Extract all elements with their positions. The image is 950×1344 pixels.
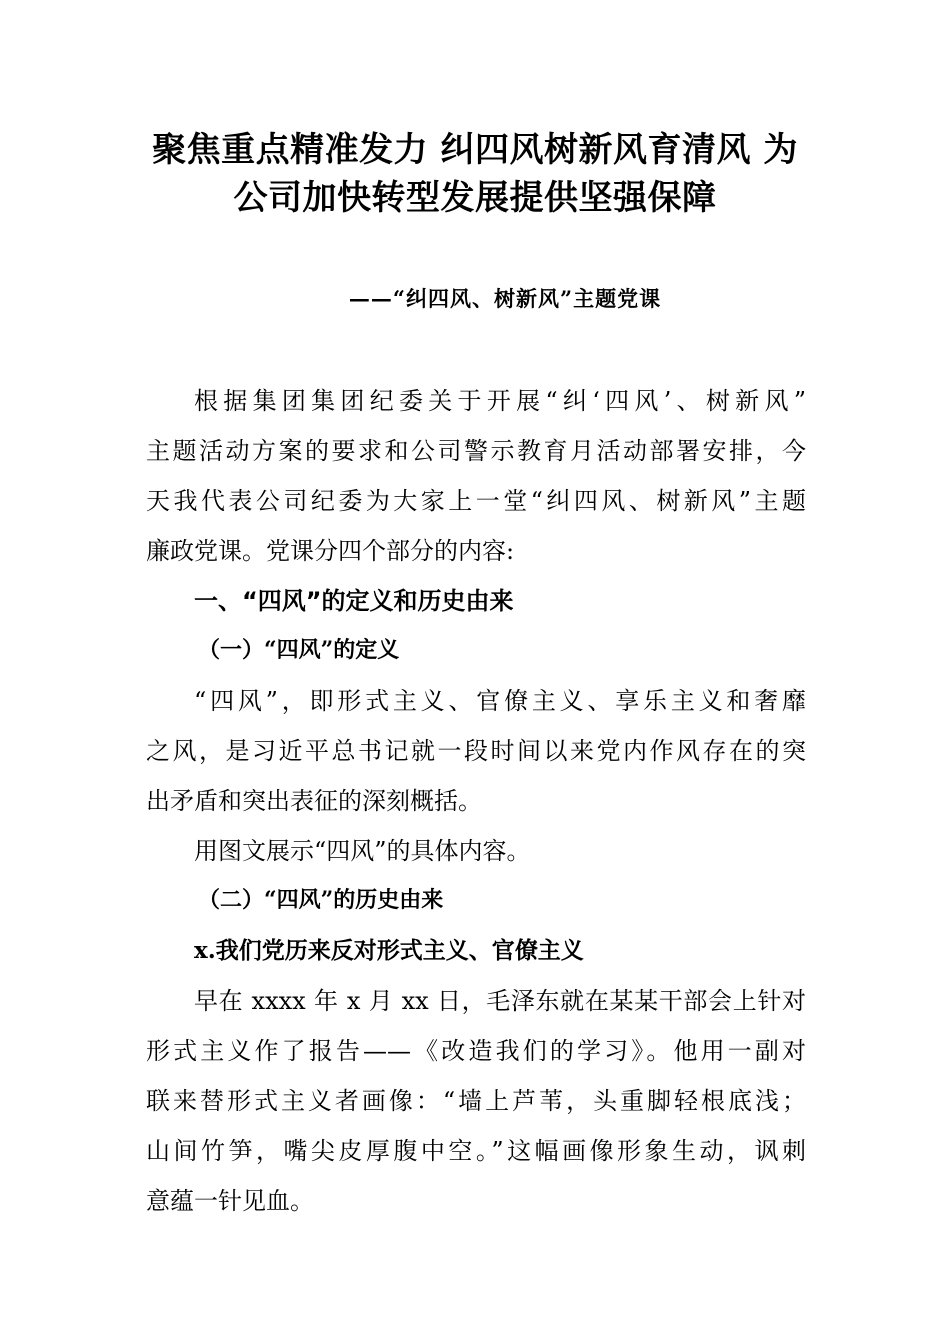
definition-line-3: 出矛盾和突出表征的深刻概括。 xyxy=(146,787,482,815)
intro-line-4: 廉政党课。党课分四个部分的内容: xyxy=(146,537,515,565)
history-line-2: 形式主义作了报告——《改造我们的学习》。他用一副对 xyxy=(146,1037,806,1065)
history-line-3: 联来替形式主义者画像：“墙上芦苇，头重脚轻根底浅； xyxy=(146,1087,806,1115)
subsection-2-heading: （二）“四风”的历史由来 xyxy=(198,887,444,913)
illustration-note: 用图文展示“四风”的具体内容。 xyxy=(194,837,531,865)
history-line-4: 山间竹笋，嘴尖皮厚腹中空。”这幅画像形象生动，讽刺 xyxy=(146,1137,806,1165)
intro-line-1: 根据集团集团纪委关于开展“纠‘四风’、树新风” xyxy=(194,387,806,415)
section-1-heading: 一、“四风”的定义和历史由来 xyxy=(194,587,514,615)
definition-line-1: “四风”，即形式主义、官僚主义、享乐主义和奢靡 xyxy=(194,687,806,715)
history-line-1: 早在 xxxx 年 x 月 xx 日，毛泽东就在某某干部会上针对 xyxy=(194,987,806,1015)
document-subtitle: ——“纠四风、树新风”主题党课 xyxy=(348,286,662,311)
definition-line-2: 之风，是习近平总书记就一段时间以来党内作风存在的突 xyxy=(146,737,806,765)
subsection-1-heading: （一）“四风”的定义 xyxy=(198,637,400,663)
item-heading: x.我们党历来反对形式主义、官僚主义 xyxy=(194,937,584,964)
document-title-line-1: 聚焦重点精准发力 纠四风树新风育清风 为 xyxy=(152,130,798,170)
history-line-5: 意蕴一针见血。 xyxy=(146,1187,314,1215)
intro-line-2: 主题活动方案的要求和公司警示教育月活动部署安排，今 xyxy=(146,437,806,465)
intro-line-3: 天我代表公司纪委为大家上一堂“纠四风、树新风”主题 xyxy=(146,487,806,515)
document-title-line-2: 公司加快转型发展提供坚强保障 xyxy=(233,178,717,218)
